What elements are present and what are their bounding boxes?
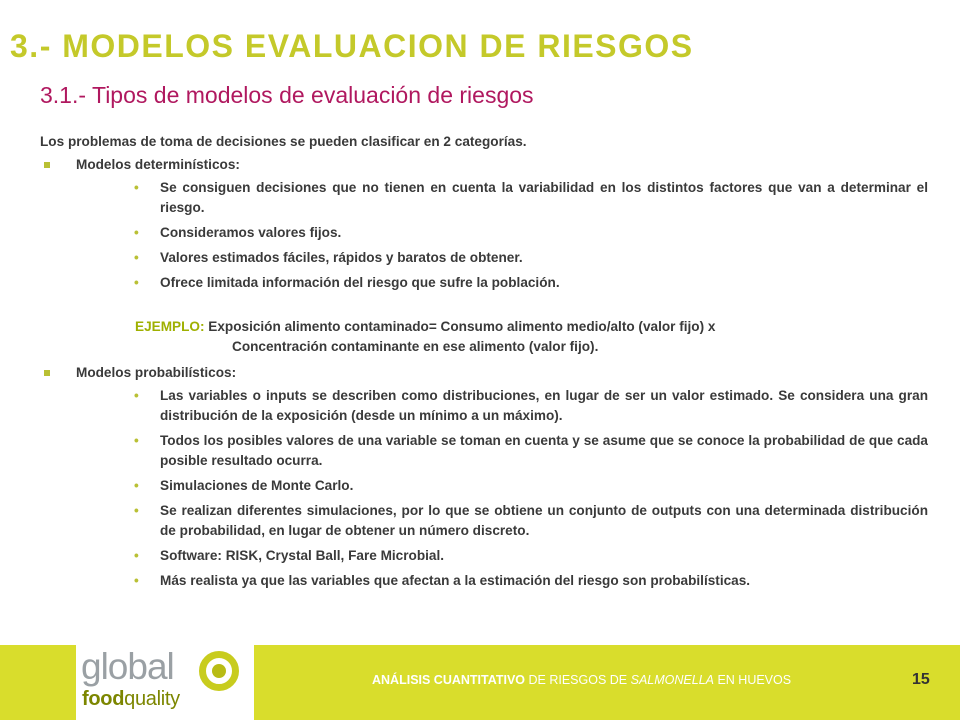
footer-caption-mid: DE RIESGOS DE bbox=[525, 673, 631, 687]
bullet-item: • Se consiguen decisiones que no tienen en cuenta la variabilidad en los distintos factores que van a determinar el riesgo. bbox=[40, 178, 928, 218]
example-label: EJEMPLO: bbox=[135, 319, 205, 334]
example-line-1 bbox=[40, 317, 928, 337]
bullet-item: • Valores estimados fáciles, rápidos y baratos de obtener. bbox=[40, 248, 928, 268]
footer-band bbox=[0, 645, 960, 720]
probabilistic-bullet-list bbox=[40, 386, 928, 591]
section-heading-deterministic: Modelos determinísticos: bbox=[40, 155, 928, 175]
footer-caption-bold: ANÁLISIS CUANTITATIVO bbox=[372, 673, 526, 687]
footer-caption-italic: SALMONELLA bbox=[630, 673, 714, 687]
logo-word-foodquality bbox=[82, 687, 180, 711]
logo-word-food: food bbox=[82, 688, 125, 710]
global-food-quality-logo bbox=[76, 645, 254, 720]
example-line-2: Concentración contaminante en ese alimento (valor fijo). bbox=[232, 339, 599, 354]
bullet-item: • Ofrece limitada información del riesgo que sufre la población. bbox=[40, 273, 928, 293]
bullet-item: • Más realista ya que las variables que afectan a la estimación del riesgo son probabilísticas. bbox=[40, 571, 928, 591]
slide-content bbox=[40, 132, 928, 596]
slide-title: 3.- MODELOS EVALUACION DE RIESGOS bbox=[10, 28, 694, 64]
logo-word-quality: quality bbox=[124, 688, 180, 710]
bullet-item: • Software: RISK, Crystal Ball, Fare Microbial. bbox=[40, 546, 928, 566]
logo-ring-icon bbox=[199, 651, 239, 691]
intro-text: Los problemas de toma de decisiones se pueden clasificar en 2 categorías. bbox=[40, 134, 527, 149]
slide-subtitle: 3.1.- Tipos de modelos de evaluación de riesgos bbox=[40, 82, 534, 108]
bullet-item: • Se realizan diferentes simulaciones, por lo que se obtiene un conjunto de outputs con una determinada distribución de probabilidad, en lugar de obtener un número discreto. bbox=[40, 501, 928, 541]
bullet-item: • Simulaciones de Monte Carlo. bbox=[40, 476, 928, 496]
logo-word-global: global bbox=[81, 646, 174, 687]
bullet-item: • Las variables o inputs se describen como distribuciones, en lugar de ser un valor estimado. Se considera una gran distribución de la exposición (desde un mínimo a un máximo). bbox=[40, 386, 928, 426]
page-number: 15 bbox=[912, 671, 930, 688]
bullet-item: • Todos los posibles valores de una variable se toman en cuenta y se asume que se conoce la probabilidad de que cada posible resultado ocurra. bbox=[40, 431, 928, 471]
deterministic-bullet-list bbox=[40, 178, 928, 293]
bullet-item: • Consideramos valores fijos. bbox=[40, 223, 928, 243]
footer-caption-end: EN HUEVOS bbox=[713, 673, 792, 687]
section-heading-probabilistic: Modelos probabilísticos: bbox=[40, 363, 928, 383]
example-formula: Exposición alimento contaminado= Consumo alimento medio/alto (valor fijo) x bbox=[204, 319, 716, 334]
footer-caption bbox=[372, 673, 791, 687]
